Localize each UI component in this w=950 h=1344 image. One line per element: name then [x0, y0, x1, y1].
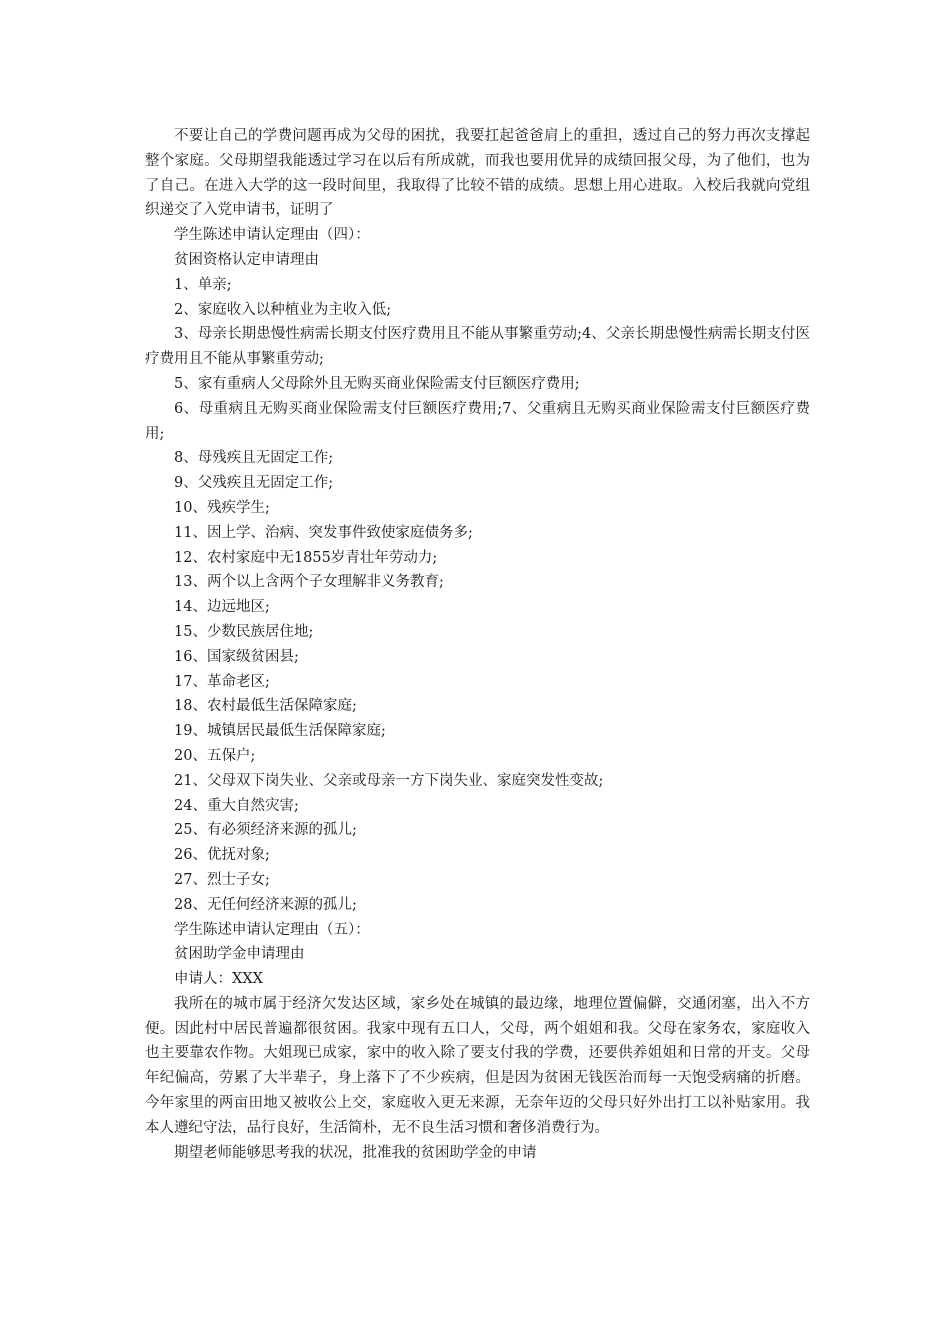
list-item: 16、国家级贫困县;	[174, 648, 299, 665]
list-item: 27、烈士子女;	[174, 871, 270, 888]
list-item: 11、因上学、治病、突发事件致使家庭债务多;	[174, 524, 473, 541]
body-paragraph: 我所在的城市属于经济欠发达区域，家乡处在城镇的最边缘，地理位置偏僻，交通闭塞，出入不方便。因此村中居民普遍都很贫困。我家中现有五口人，父母，两个姐姐和我。父母在家务农，家庭收入也主要靠农作物。大姐现已成家，家中的收入除了要支付我的学费，还要供养姐姐和日常的开支。父母年纪偏高，劳累了大半辈子，身上落下了不少疾病，但是因为贫困无钱医治而每一天饱受病痛的折磨。今年家里的两亩田地又被收公上交，家庭收入更无来源，无奈年迈的父母只好外出打工以补贴家用。我本人遵纪守法，品行良好，生活简朴，无不良生活习惯和奢侈消费行为。	[145, 995, 810, 1136]
intro-paragraph: 不要让自己的学费问题再成为父母的困扰，我要扛起爸爸肩上的重担，透过自己的努力再次支撑起整个家庭。父母期望我能透过学习在以后有所成就，而我也要用优异的成绩回报父母，为了他们，也为了自己。在进入大学的这一段时间里，我取得了比较不错的成绩。思想上用心进取。入校后我就向党组织递交了入党申请书，证明了	[145, 128, 810, 219]
list-item: 12、农村家庭中无1855岁青壮年劳动力;	[174, 549, 438, 566]
subheading-qualification: 贫困资格认定申请理由	[174, 251, 319, 268]
list-item: 3、母亲长期患慢性病需长期支付医疗费用且不能从事繁重劳动;4、父亲长期患慢性病需长期支付医疗费用且不能从事繁重劳动;	[145, 326, 810, 368]
document-body	[145, 124, 810, 1165]
list-item: 19、城镇居民最低生活保障家庭;	[174, 723, 386, 740]
section-heading-four: 学生陈述申请认定理由（四）：	[174, 227, 370, 244]
list-item: 1、单亲;	[174, 276, 232, 293]
list-item: 15、少数民族居住地;	[174, 623, 314, 640]
list-item: 14、边远地区;	[174, 599, 270, 616]
list-item: 5、家有重病人父母除外且无购买商业保险需支付巨额医疗费用;	[174, 375, 580, 392]
list-item: 17、革命老区;	[174, 673, 270, 690]
list-item: 18、农村最低生活保障家庭;	[174, 698, 357, 715]
list-item: 24、重大自然灾害;	[174, 797, 299, 814]
list-item: 13、两个以上含两个子女理解非义务教育;	[174, 574, 444, 591]
applicant-line: 申请人：XXX	[174, 971, 263, 988]
list-item: 9、父残疾且无固定工作;	[174, 475, 334, 492]
list-item: 10、残疾学生;	[174, 499, 270, 516]
section-heading-five: 学生陈述申请认定理由（五）：	[174, 921, 370, 938]
list-item: 28、无任何经济来源的孤儿;	[174, 896, 357, 913]
subheading-grant: 贫困助学金申请理由	[174, 946, 305, 963]
list-item: 2、家庭收入以种植业为主收入低;	[174, 301, 392, 318]
list-item: 20、五保户;	[174, 747, 256, 764]
closing-paragraph: 期望老师能够思考我的状况，批准我的贫困助学金的申请	[174, 1144, 537, 1161]
list-item: 8、母残疾且无固定工作;	[174, 450, 334, 467]
list-item: 6、母重病且无购买商业保险需支付巨额医疗费用;7、父重病且无购买商业保险需支付巨额医疗费用;	[145, 400, 810, 442]
list-item: 26、优抚对象;	[174, 847, 270, 864]
list-item: 21、父母双下岗失业、父亲或母亲一方下岗失业、家庭突发性变故;	[174, 772, 604, 789]
list-item: 25、有必须经济来源的孤儿;	[174, 822, 357, 839]
